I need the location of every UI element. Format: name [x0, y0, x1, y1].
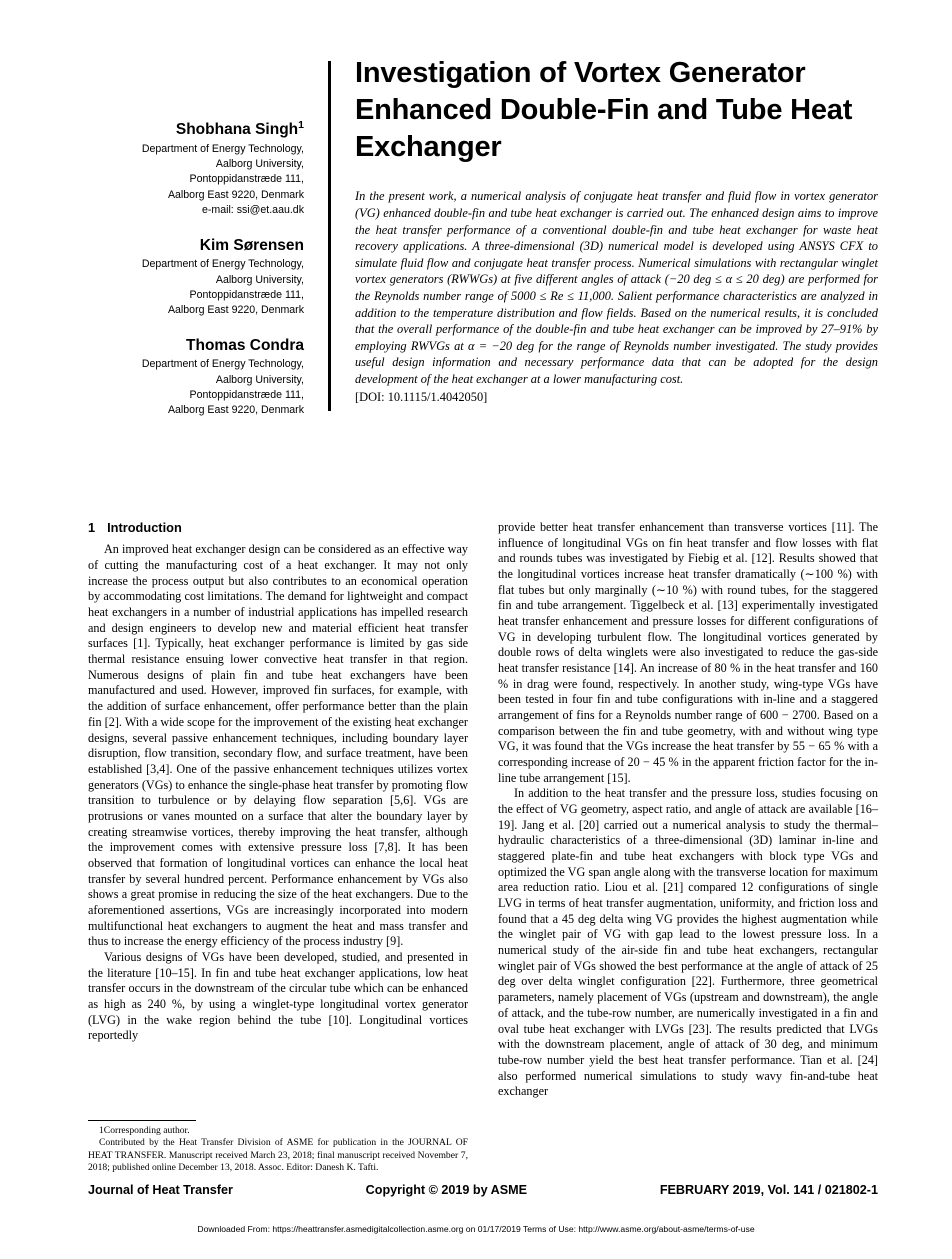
affil-line: Aalborg East 9220, Denmark — [167, 304, 304, 317]
paragraph: Various designs of VGs have been developed, studied, and presented in the literature [10–15]. In fin and tube heat exchanger applications, low heat transfer occurs in the downstream of the circular tube which can be enhanced as high as 240 %, by using a winglet-type longitudinal vortex generator (LVG) in the wake region behind the tube [10]. Longitudinal vortices reportedly — [88, 949, 468, 1043]
right-column — [498, 520, 878, 1100]
paragraph: provide better heat transfer enhancement than transverse vortices [11]. The influence of longitudinal VGs on fin heat transfer and flow losses with flat and rounds tubes was investigated by Fiebig et al. [12]. Results showed that the longitudinal vortices increase heat transfer dramatically (∼100 %) with flat tubes but only marginally (∼10 %) with round tubes, for the staggered fin and tube arrangement. Tiggelbeck et al. [13] experimentally investigated heat transfer enhancement and pressure losses for different configurations of VG in developing turbulent flow. The longitudinal vortices generated by double rows of delta winglets were also investigated to reduce the gas-side heat transfer resistance [14]. An increase of 80 % in the heat transfer and 160 % in drag were found, respectively. In another study, wing-type VGs have been tested in four fin and tube configurations with in-line and a staggered arrangement of fins for a Reynolds number range of 600 − 2700. Based on a comparison between the fin and tube geometry, with and without wing type VG, it was found that the VGs increase the heat transfer by 55 − 65 % with a corresponding increase of 20 − 45 % in the apparent friction factor for the in-line tube arrangement [15]. — [498, 520, 878, 785]
affil-line: Aalborg University, — [215, 373, 304, 386]
affil-email: e-mail: ssi@et.aau.dk — [201, 204, 304, 217]
affil-line: Aalborg University, — [215, 158, 304, 171]
page-title: Investigation of Vortex Generator Enhanced Double-Fin and Tube Heat Exchanger — [355, 57, 853, 164]
footnote-block — [88, 1120, 468, 1175]
affil-line: Aalborg East 9220, Denmark — [167, 188, 304, 201]
affil-line: Department of Energy Technology, — [141, 358, 304, 371]
doi-text: [DOI: 10.1115/1.4042050] — [355, 389, 488, 404]
affil-line: Pontoppidanstræde 111, — [189, 388, 304, 401]
affil-line: Aalborg University, — [215, 273, 304, 286]
affil-line: Pontoppidanstræde 111, — [189, 173, 304, 186]
author-1-name-text: Shobhana Singh — [175, 121, 299, 139]
section-title: Introduction — [107, 520, 182, 535]
download-source-bar: Downloaded From: https://heattransfer.asmedigitalcollection.asme.org on 01/17/2019 Terms of Use: http://www.asme.org/about-asme/terms-of-use — [197, 1224, 755, 1234]
paper-header — [88, 55, 878, 419]
left-column — [88, 520, 468, 1100]
author-name-3: Thomas Condra — [186, 336, 304, 354]
author-name-1 — [88, 119, 304, 140]
footnote-rule — [88, 1120, 196, 1121]
footnote-contribution: Contributed by the Heat Transfer Division of ASME for publication in the JOURNAL OF HEAT TRANSFER. Manuscript received March 23, 2018; final manuscript received November 7, 2018; published online December 13, 2018. Assoc. Editor: Danesh K. Tafti. — [88, 1137, 468, 1174]
affil-line: Department of Energy Technology, — [141, 142, 304, 155]
author-affiliation-2 — [88, 257, 304, 318]
section-heading — [88, 520, 468, 536]
footer-journal-name: Journal of Heat Transfer — [88, 1183, 233, 1197]
footer-issue-info: FEBRUARY 2019, Vol. 141 / 021802-1 — [659, 1183, 878, 1197]
body-columns — [88, 520, 878, 1100]
footnote-corresponding-author: 1Corresponding author. — [99, 1125, 190, 1136]
page-footer — [88, 1183, 878, 1197]
author-name-2: Kim Sørensen — [199, 236, 304, 254]
footer-copyright: Copyright © 2019 by ASME — [365, 1183, 528, 1197]
affil-line: Department of Energy Technology, — [141, 258, 304, 271]
affil-line: Aalborg East 9220, Denmark — [167, 404, 304, 417]
paragraph: An improved heat exchanger design can be considered as an effective way of cutting the manufacturing cost of a heat exchanger. It may not only increase the process output but also contributes to an economical operation by accommodating cost limitations. The demand for lightweight and compact heat exchangers in a number of industrial applications has impelled research and design engineers to develop new and material efficient heat transfer surfaces [1]. Typically, heat exchanger performance is limited by gas side thermal resistance ensuing lower convective heat transfer in that region. Numerous designs of plain fin and tube heat exchangers have been manufactured and used. However, improved fin surfaces, for example, with the addition of surface enhancement, offer performance better than the plain fin [2]. With a wide scope for the improvement of the existing heat exchanger designs, several passive enhancement techniques, including boundary layer disruption, flow transition, secondary flow, and surface treatment, have been established [3,4]. One of the passive enhancement techniques utilizes vortex generators (VGs) to enhance the single-phase heat transfer by promoting flow transition to turbulence or by delaying flow separation [5,6]. VGs are protrusions or vanes mounted on a surface that alter the boundary layer by creating streamwise vortices, thereby improving the heat transfer, although the improvement comes with extensive pressure loss [7,8]. It has been observed that formation of longitudinal vortices can enhance the local heat transfer by several hundred percent. Performance enhancement by VGs also shows a great promise in reducing the size of the heat exchangers. Due to the aforementioned assertions, VGs are increasingly incorporated into modern multifunctional heat exchangers to augment the heat and mass transfer and thus to increase the energy efficiency of the process industry [9]. — [88, 542, 468, 949]
author-affiliation-1 — [88, 142, 304, 219]
abstract-text: In the present work, a numerical analysis of conjugate heat transfer and fluid flow in vortex generator (VG) enhanced double-fin and tube heat exchanger is carried out. The enhanced design aims to improve the heat transfer performance of a conventional double-fin and tube heat exchanger for waste heat recovery applications. A three-dimensional (3D) numerical model is developed using ANSYS CFX to simulate fluid flow and conjugate heat transfer process. Numerical simulations with rectangular winglet vortex generators (RWWGs) at five different angles of attack (−20 deg ≤ α ≤ 20 deg) are performed for the Reynolds number range of 5000 ≤ Re ≤ 11,000. Salient performance characteristics are analyzed in addition to the temperature distribution and flow fields. Based on the numerical results, it is concluded that the overall performance of the double-fin and tube heat exchanger can be improved by 27–91% by employing RWVGs at α = −20 deg for the range of Reynolds number investigated. The study provides useful design information and necessary performance data that can be adopted for the design development of the heat exchanger at a lower manufacturing cost. — [355, 189, 878, 387]
title-abstract-column — [331, 55, 878, 419]
paragraph: In addition to the heat transfer and the pressure loss, studies focusing on the effect of VG geometry, aspect ratio, and angle of attack are available [16–19]. Jang et al. [20] carried out a numerical analysis to study the thermal–hydraulic characteristics of a three-dimensional (3D) laminar in-line and staggered plate-fin and tube heat exchangers with block type VGs and optimized the VG span angle along with the transverse location for maximum area reduction ratio. Liou et al. [21] compared 12 configurations of single LVG in terms of heat transfer augmentation, uniformity, and friction loss and found that a 45 deg delta wing VG provides the highest augmentation while the winglet pair of VG with gap lead to the lowest pressure loss. In a numerical study of the air-side fin and tube heat exchangers, rectangular winglet pair of VGs showed the best performance at the angle of attack of 25 deg over delta winglet configuration [22]. Furthermore, three geometrical parameters, namely placement of VGs (upstream and downstream), the angle of attack, and the tube-row number, are numerically investigated in a fin and oval tube heat exchanger with LVGs [23]. The results predicted that LVGs with the downstream placement, angle of attack of 30 deg, and minimum tube-row number yield the best heat transfer performance. Tian et al. [24] also performed numerical simulations to study wavy fin-and-tube heat exchanger — [498, 786, 878, 1099]
authors-column — [88, 55, 320, 419]
affil-line: Pontoppidanstræde 111, — [189, 288, 304, 301]
section-number: 1 — [88, 520, 96, 535]
author-affiliation-3 — [88, 357, 304, 418]
author-1-footnote-marker: 1 — [298, 119, 304, 131]
